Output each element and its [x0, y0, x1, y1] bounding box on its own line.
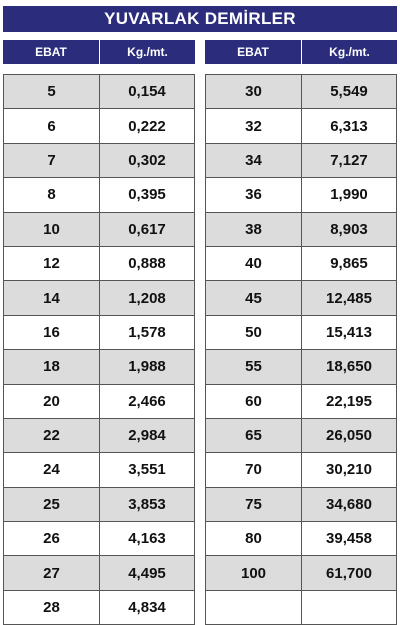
size-cell: 40: [206, 247, 302, 280]
weight-cell: 4,163: [128, 530, 166, 548]
table-row: [206, 350, 396, 384]
size-cell: 32: [206, 109, 302, 142]
size-cell: 27: [4, 556, 100, 589]
weight-cell: 2,984: [128, 427, 166, 445]
size-cell: 25: [4, 488, 100, 521]
weight-cell: 34,680: [326, 495, 372, 513]
table-row: [206, 591, 396, 625]
table-row: [4, 316, 194, 350]
size-cell: 50: [206, 316, 302, 349]
size-cell: 14: [4, 281, 100, 314]
table-row: [4, 556, 194, 590]
weight-cell: 22,195: [326, 392, 372, 410]
table-row: [206, 453, 396, 487]
table-row: [206, 556, 396, 590]
size-cell: 28: [4, 591, 100, 624]
table-row: [4, 591, 194, 625]
weight-cell: 0,395: [128, 186, 166, 204]
header-weight: Kg./mt.: [127, 45, 168, 59]
table-header: [3, 40, 195, 64]
size-cell: 80: [206, 522, 302, 555]
header-weight: Kg./mt.: [329, 45, 370, 59]
right-rows: [205, 74, 397, 625]
size-cell: 24: [4, 453, 100, 486]
size-cell: 12: [4, 247, 100, 280]
size-cell: 30: [206, 75, 302, 108]
table-row: [206, 385, 396, 419]
right-table: [205, 40, 397, 625]
weight-cell: 5,549: [330, 83, 368, 101]
weight-cell: 1,208: [128, 289, 166, 307]
weight-cell: 39,458: [326, 530, 372, 548]
size-cell: 6: [4, 109, 100, 142]
size-cell: 70: [206, 453, 302, 486]
size-cell: 34: [206, 144, 302, 177]
left-rows: [3, 74, 195, 625]
weight-cell: [302, 591, 396, 624]
weight-cell: 30,210: [326, 461, 372, 479]
left-table: [3, 40, 195, 625]
table-header: [205, 40, 397, 64]
weight-cell: 26,050: [326, 427, 372, 445]
table-row: [4, 109, 194, 143]
size-cell: 38: [206, 213, 302, 246]
weight-cell: 4,834: [128, 599, 166, 617]
header-size: EBAT: [3, 40, 100, 64]
table-row: [4, 453, 194, 487]
table-row: [4, 419, 194, 453]
table-row: [4, 178, 194, 212]
table-row: [206, 178, 396, 212]
table-row: [4, 385, 194, 419]
size-cell: 8: [4, 178, 100, 211]
size-cell: 36: [206, 178, 302, 211]
table-row: [206, 144, 396, 178]
table-row: [4, 213, 194, 247]
weight-cell: 1,578: [128, 323, 166, 341]
weight-cell: 3,853: [128, 495, 166, 513]
weight-cell: 12,485: [326, 289, 372, 307]
size-cell: 55: [206, 350, 302, 383]
table-row: [206, 281, 396, 315]
table-row: [206, 247, 396, 281]
weight-cell: 9,865: [330, 255, 368, 273]
weight-cell: 15,413: [326, 323, 372, 341]
table-row: [4, 144, 194, 178]
size-cell: 100: [206, 556, 302, 589]
weight-cell: 2,466: [128, 392, 166, 410]
size-cell: 22: [4, 419, 100, 452]
size-cell: 5: [4, 75, 100, 108]
weight-cell: 4,495: [128, 564, 166, 582]
weight-cell: 3,551: [128, 461, 166, 479]
size-cell: 60: [206, 385, 302, 418]
table-row: [4, 75, 194, 109]
size-cell: 75: [206, 488, 302, 521]
size-cell: [206, 591, 302, 624]
table-row: [4, 488, 194, 522]
table-row: [206, 522, 396, 556]
weight-cell: 6,313: [330, 117, 368, 135]
size-cell: 10: [4, 213, 100, 246]
size-cell: 20: [4, 385, 100, 418]
weight-cell: 0,222: [128, 117, 166, 135]
weight-cell: 7,127: [330, 151, 368, 169]
size-cell: 16: [4, 316, 100, 349]
table-row: [4, 247, 194, 281]
weight-cell: 0,888: [128, 255, 166, 273]
weight-cell: 1,988: [128, 358, 166, 376]
page-title: YUVARLAK DEMİRLER: [3, 6, 397, 32]
weight-cell: 0,154: [128, 83, 166, 101]
table-row: [206, 488, 396, 522]
weight-cell: 8,903: [330, 220, 368, 238]
table-row: [206, 316, 396, 350]
size-cell: 45: [206, 281, 302, 314]
weight-cell: 0,617: [128, 220, 166, 238]
table-row: [206, 109, 396, 143]
size-cell: 18: [4, 350, 100, 383]
table-row: [4, 281, 194, 315]
weight-cell: 0,302: [128, 151, 166, 169]
table-row: [4, 350, 194, 384]
table-row: [4, 522, 194, 556]
table-row: [206, 213, 396, 247]
weight-cell: 61,700: [326, 564, 372, 582]
weight-cell: 1,990: [330, 186, 368, 204]
size-cell: 26: [4, 522, 100, 555]
size-cell: 65: [206, 419, 302, 452]
weight-cell: 18,650: [326, 358, 372, 376]
table-row: [206, 75, 396, 109]
size-cell: 7: [4, 144, 100, 177]
header-size: EBAT: [205, 40, 302, 64]
table-row: [206, 419, 396, 453]
